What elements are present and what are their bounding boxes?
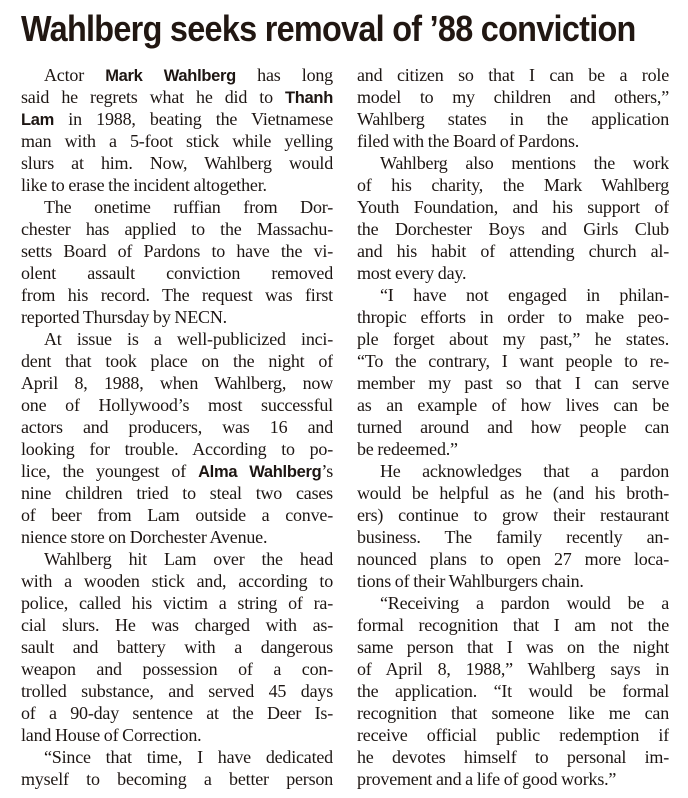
text-segment: he devotes himself to personal im- — [357, 747, 669, 767]
text-segment: as an example of how lives can be — [357, 395, 669, 415]
text-line — [357, 218, 669, 240]
text-segment: Wahlberg hit Lam over the head — [44, 549, 333, 569]
text-line — [21, 504, 333, 526]
text-segment: model to my children and others,” — [357, 87, 669, 107]
text-line — [21, 64, 333, 86]
text-line — [21, 130, 333, 152]
text-segment: trolled substance, and served 45 days — [21, 681, 333, 701]
text-segment: lice, the youngest of — [21, 461, 199, 481]
text-segment: Wahlberg also mentions the work — [380, 153, 669, 173]
text-line — [21, 152, 333, 174]
text-line — [357, 174, 669, 196]
text-line — [357, 416, 669, 438]
text-segment: the application. “It would be formal — [357, 681, 669, 701]
text-line — [21, 592, 333, 614]
text-segment: chester has applied to the Massachu- — [21, 219, 333, 239]
text-line — [357, 636, 669, 658]
text-line — [21, 394, 333, 416]
text-segment: ple forget about my past,” he states. — [357, 329, 669, 349]
text-segment: April 8, 1988, when Wahlberg, now — [21, 373, 333, 393]
text-line — [357, 152, 669, 174]
bold-person-name: Lam — [21, 111, 55, 129]
text-segment: Wahlberg states in the application — [357, 109, 669, 129]
text-line — [357, 504, 669, 526]
text-segment: one of Hollywood’s most successful — [21, 395, 333, 415]
text-line — [357, 284, 669, 306]
text-line — [357, 658, 669, 680]
text-segment: most every day. — [357, 263, 467, 283]
text-segment: Actor — [44, 65, 106, 85]
text-segment: of a 90-day sentence at the Deer Is- — [21, 703, 333, 723]
text-segment: Youth Foundation, and his support of — [357, 197, 669, 217]
text-line — [357, 438, 669, 460]
text-segment: “Since that time, I have dedicated — [44, 747, 333, 767]
text-line — [357, 328, 669, 350]
text-line — [21, 86, 333, 108]
text-segment: recognition that someone like me can — [357, 703, 669, 723]
text-line — [357, 130, 669, 152]
text-line — [357, 64, 669, 86]
text-line — [21, 724, 333, 746]
text-line — [21, 262, 333, 284]
bold-person-name: Alma Wahlberg — [198, 463, 322, 481]
text-segment: nine children tried to steal two cases — [21, 483, 333, 503]
text-segment: “Receiving a pardon would be a — [380, 593, 669, 613]
article-column — [21, 64, 333, 790]
text-line — [21, 416, 333, 438]
text-segment: actors and producers, was 16 and — [21, 417, 333, 437]
text-segment: thropic efforts in order to make peo- — [357, 307, 669, 327]
text-line — [357, 526, 669, 548]
text-segment: looking for trouble. According to po- — [21, 439, 333, 459]
text-segment: the Dorchester Boys and Girls Club — [357, 219, 669, 239]
text-line — [21, 526, 333, 548]
text-line — [21, 702, 333, 724]
text-segment: police, called his victim a string of ra- — [21, 593, 333, 613]
text-segment: filed with the Board of Pardons. — [357, 131, 580, 151]
text-line — [21, 240, 333, 262]
text-line — [357, 548, 669, 570]
text-segment: man with a 5-foot stick while yelling — [21, 131, 333, 151]
text-line — [21, 108, 333, 130]
article-headline: Wahlberg seeks removal of ’88 conviction — [21, 8, 636, 49]
text-line — [357, 570, 669, 592]
text-segment: slurs at him. Now, Wahlberg would — [21, 153, 333, 173]
text-line — [21, 350, 333, 372]
text-segment: At issue is a well-publicized inci- — [44, 329, 333, 349]
text-segment: weapon and possession of a con- — [21, 659, 333, 679]
text-line — [21, 174, 333, 196]
text-segment: myself to becoming a better person — [21, 769, 333, 789]
text-line — [357, 240, 669, 262]
text-line — [21, 460, 333, 482]
text-line — [21, 284, 333, 306]
text-line — [21, 680, 333, 702]
text-segment: reported Thursday by NECN. — [21, 307, 227, 327]
text-segment: turned around and how people can — [357, 417, 669, 437]
text-line — [21, 614, 333, 636]
text-segment: like to erase the incident altogether. — [21, 175, 267, 195]
text-line — [21, 328, 333, 350]
text-line — [21, 570, 333, 592]
text-line — [21, 306, 333, 328]
text-segment: in 1988, beating the Vietnamese — [54, 109, 333, 129]
text-segment: nounced plans to open 27 more loca- — [357, 549, 669, 569]
text-segment: “To the contrary, I want people to re- — [357, 351, 669, 371]
bold-person-name: Mark Wahlberg — [105, 67, 236, 85]
text-line — [357, 768, 669, 790]
text-segment: setts Board of Pardons to have the vi- — [21, 241, 333, 261]
text-line — [357, 86, 669, 108]
text-line — [357, 372, 669, 394]
text-line — [21, 746, 333, 768]
text-segment: He acknowledges that a pardon — [380, 461, 669, 481]
text-segment: and his habit of attending church al- — [357, 241, 669, 261]
text-line — [357, 680, 669, 702]
text-line — [21, 438, 333, 460]
article-column — [357, 64, 669, 790]
text-line — [357, 614, 669, 636]
text-line — [21, 196, 333, 218]
text-segment: and citizen so that I can be a role — [357, 65, 669, 85]
text-line — [357, 702, 669, 724]
text-line — [357, 394, 669, 416]
text-line — [21, 768, 333, 790]
text-segment: has long — [235, 65, 333, 85]
text-segment: of April 8, 1988,” Wahlberg says in — [357, 659, 669, 679]
text-line — [357, 724, 669, 746]
text-line — [21, 548, 333, 570]
text-segment: of his charity, the Mark Wahlberg — [357, 175, 669, 195]
text-line — [21, 372, 333, 394]
text-segment: same person that I was on the night — [357, 637, 669, 657]
text-line — [357, 592, 669, 614]
text-line — [357, 460, 669, 482]
text-line — [357, 262, 669, 284]
text-segment: receive official public redemption if — [357, 725, 669, 745]
text-segment: provement and a life of good works.” — [357, 769, 617, 789]
text-segment: ’s — [321, 461, 333, 481]
text-segment: The onetime ruffian from Dor- — [44, 197, 333, 217]
text-segment: tions of their Wahlburgers chain. — [357, 571, 584, 591]
text-line — [357, 306, 669, 328]
text-segment: business. The family recently an- — [357, 527, 669, 547]
text-segment: dent that took place on the night of — [21, 351, 333, 371]
text-line — [357, 108, 669, 130]
text-segment: said he regrets what he did to — [21, 87, 285, 107]
text-segment: be redeemed.” — [357, 439, 458, 459]
text-segment: from his record. The request was first — [21, 285, 333, 305]
text-line — [21, 636, 333, 658]
text-line — [357, 196, 669, 218]
text-line — [357, 482, 669, 504]
text-line — [357, 350, 669, 372]
text-segment: cial slurs. He was charged with as- — [21, 615, 333, 635]
bold-person-name: Thanh — [285, 89, 333, 107]
text-line — [21, 482, 333, 504]
text-segment: formal recognition that I am not the — [357, 615, 669, 635]
text-line — [21, 218, 333, 240]
text-segment: land House of Correction. — [21, 725, 202, 745]
text-segment: member my past so that I can serve — [357, 373, 669, 393]
text-segment: ers) continue to grow their restaurant — [357, 505, 669, 525]
text-segment: nience store on Dorchester Avenue. — [21, 527, 268, 547]
text-line — [357, 746, 669, 768]
text-segment: “I have not engaged in philan- — [380, 285, 669, 305]
text-segment: with a wooden stick and, according to — [21, 571, 333, 591]
text-segment: would be helpful as he (and his broth- — [357, 483, 669, 503]
text-segment: sault and battery with a dangerous — [21, 637, 333, 657]
text-segment: of beer from Lam outside a conve- — [21, 505, 333, 525]
article-body — [21, 64, 669, 790]
text-line — [21, 658, 333, 680]
text-segment: olent assault conviction removed — [21, 263, 333, 283]
